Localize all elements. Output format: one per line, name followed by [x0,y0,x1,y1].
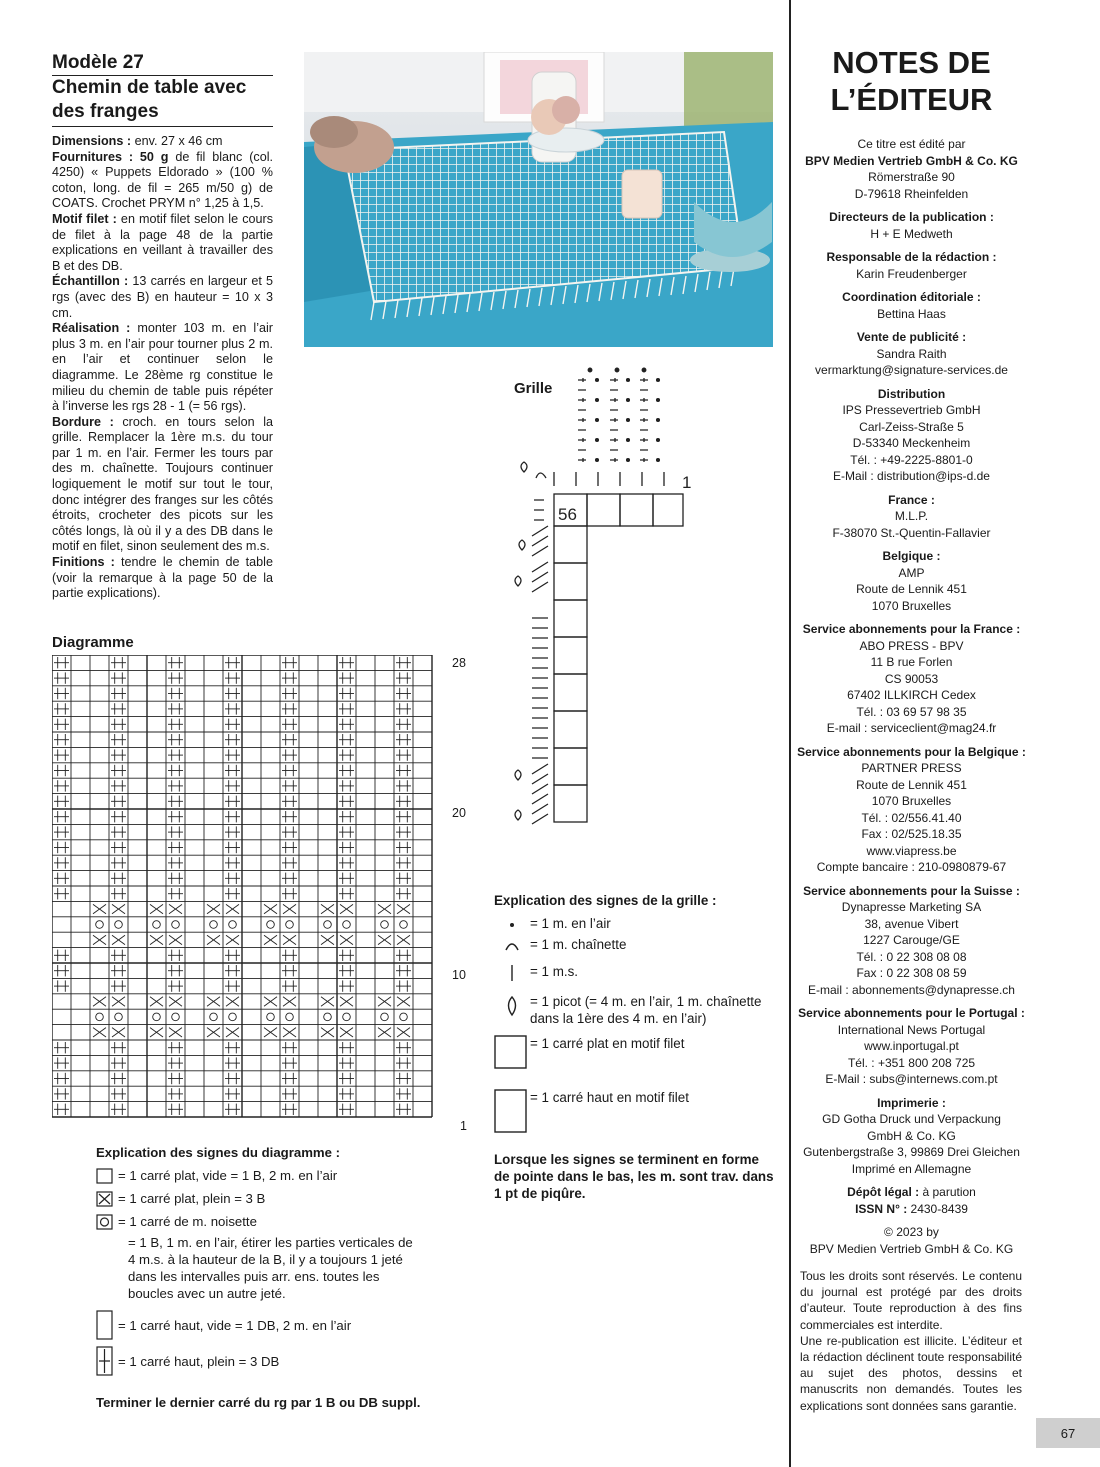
instruction-filet: Motif filet : en motif filet selon le cours de filet à la page 48 de la partie explications en veillant à travailler des B et des DB. [52,211,273,273]
editor-section [795,1095,1028,1178]
editor-section-line: vermarktung@signature-services.de [815,363,1008,377]
editor-section-line: Carl-Zeiss-Straße 5 [859,419,964,434]
grille-legend-arc: = 1 m. chaînette [494,936,774,953]
editor-section-line: GmbH & Co. KG [867,1128,956,1143]
crossed-square-icon [96,1191,114,1207]
publisher-block: Ce titre est édité par BPV Medien Vertrieb GmbH & Co. KG Römerstraße 90 D-79618 Rheinfelden [805,137,1018,201]
editor-section [795,386,1028,485]
editor-section-line: AMP [898,565,925,580]
editor-section-line: Tél. : 02/556.41.40 [861,810,962,825]
legend-crossed-square: = 1 carré plat, plein = 3 B [96,1190,426,1207]
editor-section-line: International News Portugal [837,1022,986,1037]
editor-section [795,289,1028,322]
editor-section-line: 67402 ILLKIRCH Cedex [847,688,976,702]
page-number: 67 [1036,1418,1100,1448]
editor-notes [795,44,1028,1264]
editor-section [795,249,1028,282]
instruction-border: Bordure : croch. en tours selon la grille. Remplacer la 1ère m.s. du tour par 1 m. en l’air. Fermer les tours par des m. chaînette. Toujours continuer logiquement le motif sur tout le tour, donc intégrer des franges sur les côtés étroits, crocheter des picots sur les côtés longs, là où il y a des DB dans le motif en filet, sinon seulement des m.s. [52,414,273,554]
instruction-gauge: Échantillon : 13 carrés en largeur et 5 rgs (avec des B) en hauteur = 10 x 3 cm. [52,274,274,320]
editor-section [795,548,1028,614]
column-divider [789,0,791,1467]
legal-block: Dépôt légal : à parution ISSN N° : 2430-8439 [847,1185,976,1216]
grille-side-number: 1 [682,473,692,492]
editor-section-line: E-Mail : distribution@ips-d.de [833,469,990,483]
ring-square-icon [96,1214,114,1230]
editor-section-line: Tél. : +49-2225-8801-0 [850,452,973,467]
row-label-10: 10 [452,968,466,982]
editor-section-line: E-mail : serviceclient@mag24.fr [826,721,997,735]
editor-section [795,492,1028,542]
editor-section-label: Responsable de la rédaction : [826,250,997,264]
legend-tall-empty-square: = 1 carré haut, vide = 1 DB, 2 m. en l’air [96,1310,426,1340]
rights-notice: Tous les droits sont réservés. Le contenu du journal est protégé par des droits d’auteur. Toute reproduction à des fins commerciales est interdite. Une re-publication est illicite. L’éditeur et la rédaction déclinent toute responsabilité au sujet des photos, dessins et manuscrits non demandés. Toutes les explications sont données sans garantie. [800,1269,1022,1413]
editor-section-label: Distribution [877,386,946,401]
grille-legend-picot: = 1 picot (= 4 m. en l’air, 1 m. chaînette dans la 1ère des 4 m. en l’air) [494,993,774,1027]
editor-section-label: Service abonnements pour le Portugal : [798,1006,1025,1020]
legend-tall-filled-square: = 1 carré haut, plein = 3 DB [96,1346,426,1376]
grille-column [554,526,587,822]
grille-heading: Grille [514,380,553,397]
editor-section-line: Route de Lennik 451 [856,777,967,792]
editor-section-line: Gutenbergstraße 3, 99869 Drei Gleichen [803,1145,1020,1159]
grille-top-stitches [578,368,659,462]
editor-section [795,1005,1028,1088]
grille-legend [494,892,774,1202]
editor-title: NOTES DE L’ÉDITEUR [830,45,993,117]
editor-section [795,329,1028,379]
diagram-final-note: Terminer le dernier carré du rg par 1 B ou DB suppl. [96,1395,421,1410]
editor-section-line: 1227 Carouge/GE [863,933,960,947]
empty-square-icon [96,1168,114,1184]
editor-section-line: www.inportugal.pt [864,1039,959,1053]
editor-section-line: Imprimé en Allemagne [851,1161,972,1176]
editor-section [795,621,1028,737]
editor-section-line: 1070 Bruxelles [871,794,952,808]
editor-section-line: 11 B rue Forlen [870,655,953,669]
editor-section-line: F-38070 St.-Quentin-Fallavier [832,525,991,540]
editor-section-line: Tél. : 0 22 308 08 08 [856,949,967,964]
instruction-making: Réalisation : monter 103 m. en l’air plus 3 m. en l’air pour tourner plus 2 m. en l’air et continuer selon le diagramme. Le 28ème rg constitue le milieu du chemin de table puis répéter à l’inverse les rgs 28 - 1 (= 56 rgs). [52,321,273,414]
editor-section-line: Compte bancaire : 210-0980879-67 [816,860,1007,874]
editor-section-line: 1070 Bruxelles [871,598,952,613]
editor-section-line: Dynapresse Marketing SA [841,900,982,914]
arc-icon [504,936,520,953]
grille-note: Lorsque les signes se terminent en forme de pointe dans le bas, les m. sont trav. dans 1 pt de piqûre. [494,1152,774,1201]
copyright-block: © 2023 by BPV Medien Vertrieb GmbH & Co. KG [809,1225,1014,1256]
instruction-materials: Fournitures : 50 g de fil blanc (col. 4250) « Puppets Eldorado » (100 % coton, long. de fil = 265 m/50 g) de COATS. Crochet PRYM n° 1,25 à 1,5. [52,149,274,211]
editor-sections [795,209,1028,1177]
editor-section-line: GD Gotha Druck und Verpackung [822,1112,1001,1126]
border-grid [510,360,710,840]
editor-section-line: M.L.P. [894,509,929,523]
row-label-1: 1 [460,1119,467,1133]
instruction-dimensions: Dimensions : env. 27 x 46 cm [52,134,223,148]
editor-section-line: E-mail : abonnements@dynapresse.ch [808,982,1015,997]
noisette-note: = 1 B, 1 m. en l’air, étirer les parties verticales de 4 m.s. à la hauteur de la B, il y a toujours 1 jeté dans les intervalles puis arr. ens. toutes les boucles avec un autre jeté. [128,1235,413,1301]
grille-legend-bar: = 1 m.s. [494,963,774,983]
editor-section-label: Service abonnements pour la Belgique : [797,744,1026,759]
editor-section-line: E-Mail : subs@internews.com.pt [825,1072,998,1086]
grille-legend-flat-square: = 1 carré plat en motif filet [494,1035,774,1069]
model-name: Chemin de table avec des franges [52,76,273,127]
editor-section-label: Service abonnements pour la France : [802,622,1021,636]
diagram-heading: Diagramme [52,634,134,651]
instruction-finishing: Finitions : tendre le chemin de table (voir la remarque à la page 50 de la partie explications). [52,555,273,601]
model-title [52,52,273,127]
editor-section-line: D-53340 Meckenheim [852,436,971,450]
flat-square-icon [494,1035,528,1069]
grille-legend-heading: Explication des signes de la grille : [494,893,717,908]
tall-empty-square-icon [96,1310,114,1340]
editor-section [795,744,1028,876]
editor-section-label: Vente de publicité : [856,330,967,344]
editor-section-line: PARTNER PRESS [861,761,962,775]
editor-section [795,209,1028,242]
editor-section [795,883,1028,999]
filet-diagram [52,655,447,1131]
editor-section-line: Bettina Haas [877,306,946,321]
editor-section-line: ABO PRESS - BPV [859,638,964,653]
legend-ring-square: = 1 carré de m. noisette [96,1213,426,1230]
instructions [52,134,273,602]
picot-icon [505,993,519,1017]
legend-empty-square: = 1 carré plat, vide = 1 B, 2 m. en l’air [96,1167,426,1184]
grille-legend-tall-square: = 1 carré haut en motif filet [494,1089,774,1133]
vertical-bar-icon [507,963,517,983]
editor-section-line: 38, avenue Vibert [864,916,959,931]
editor-section-line: Sandra Raith [876,346,947,361]
editor-section-label: Directeurs de la publication : [829,210,994,224]
editor-section-label: Coordination éditoriale : [842,290,981,304]
row-label-28: 28 [452,656,466,670]
row-label-20: 20 [452,806,466,820]
editor-section-line: IPS Pressevertrieb GmbH [842,403,981,417]
editor-section-line: Tél. : 03 69 57 98 35 [856,704,967,719]
editor-section-line: Tél. : +351 800 208 725 [847,1055,976,1070]
editor-section-label: Belgique : [882,549,941,563]
editor-section-line: Karin Freudenberger [856,266,967,281]
editor-section-line: Fax : 0 22 308 08 59 [856,966,967,980]
editor-section-line: Route de Lennik 451 [856,582,967,596]
tall-filled-square-icon [96,1346,114,1376]
grille-legend-dot: = 1 m. en l’air [494,915,774,932]
editor-section-line: www.viapress.be [866,843,957,858]
table-runner-photo [304,52,773,347]
dot-icon [507,915,517,932]
model-number: Modèle 27 [52,52,273,76]
editor-section-line: H + E Medweth [870,226,953,241]
editor-section-label: Imprimerie : [877,1095,946,1110]
editor-section-line: Fax : 02/525.18.35 [861,827,962,841]
editor-section-line: CS 90053 [884,671,939,686]
diagram-legend-heading: Explication des signes du diagramme : [96,1145,341,1160]
tall-square-icon [494,1089,528,1133]
diagram-legend [96,1144,426,1411]
grille-cell-number: 56 [558,505,577,524]
editor-section-label: France : [888,492,935,507]
editor-section-label: Service abonnements pour la Suisse : [803,883,1020,898]
